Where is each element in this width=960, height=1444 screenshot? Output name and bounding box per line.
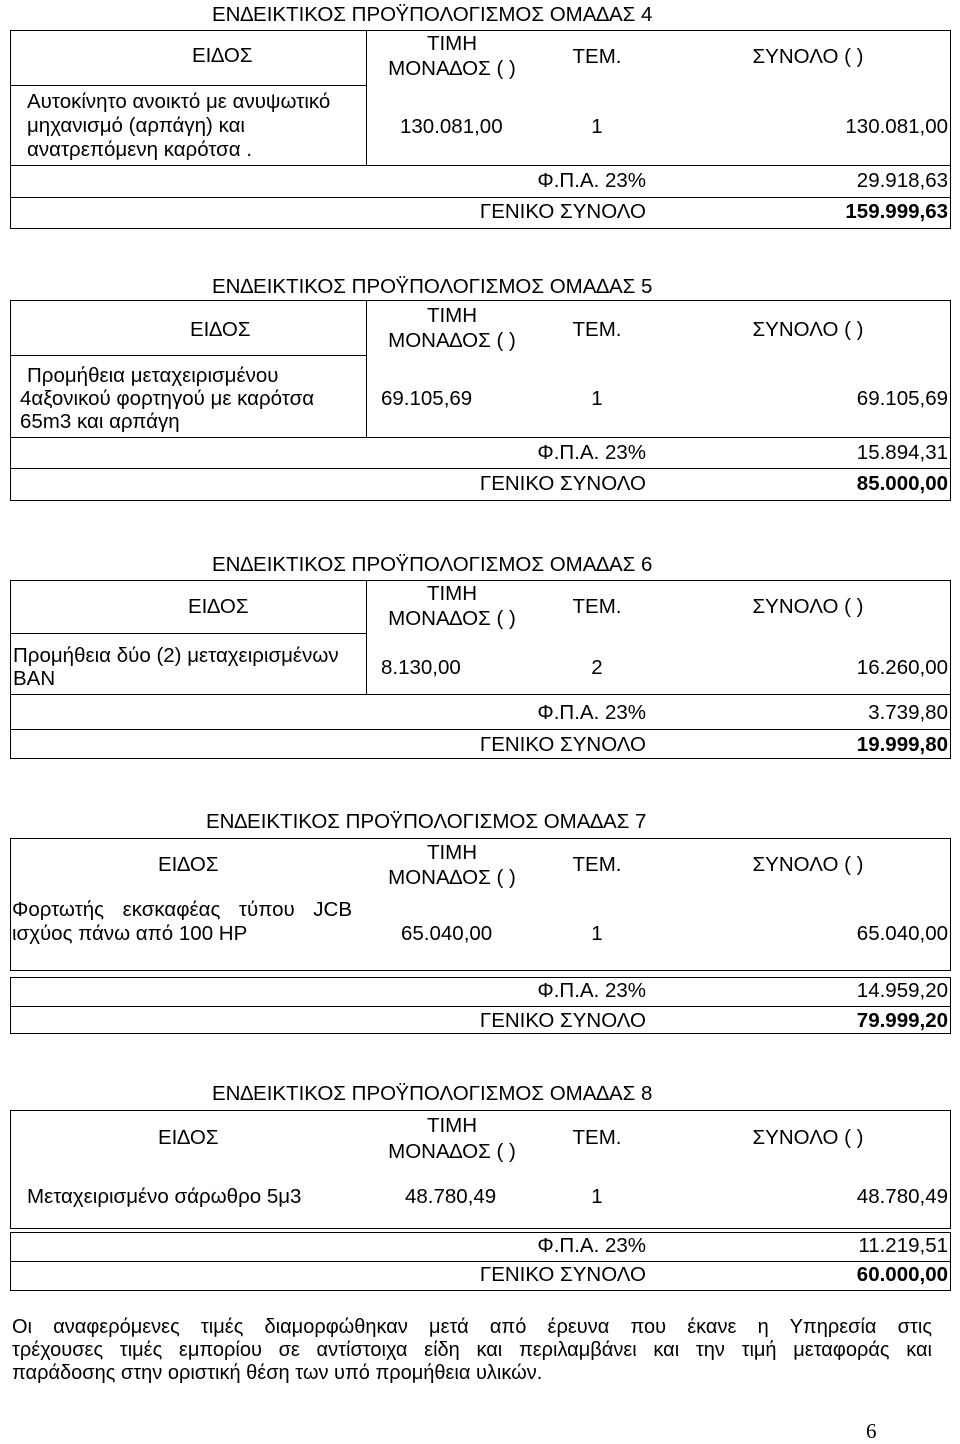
header-unit-price: ΤΙΜΗ — [426, 304, 478, 327]
item-description-line: ισχύος πάνω από 100 HP — [12, 922, 248, 945]
group-title: ΕΝ∆ΕΙΚΤΙΚΟΣ ΠΡΟΫΠΟΛΟΓΙΣΜΟΣ ΟΜΑ∆ΑΣ 5 — [212, 275, 653, 298]
item-description-line: 4αξονικού φορτηγού με καρότσα — [20, 387, 315, 410]
row-divider — [10, 468, 951, 469]
item-description-line: Μεταχειρισμένο σάρωθρο 5μ3 — [27, 1185, 302, 1208]
grand-total-value: 60.000,00 — [856, 1263, 948, 1286]
vat-value: 3.739,80 — [868, 701, 948, 724]
header-total: ΣΥΝΟΛΟ ( ) — [752, 318, 864, 341]
header-total: ΣΥΝΟΛΟ ( ) — [752, 1126, 864, 1149]
header-unit-price-currency: ΜΟΝΑ∆ΟΣ ( ) — [388, 1140, 516, 1163]
grand-total-label: ΓΕΝΙΚΟ ΣΥΝΟΛΟ — [479, 200, 646, 223]
vat-label: Φ.Π.Α. 23% — [537, 1234, 646, 1257]
footer-note-line: παράδοσης στην οριστική θέση των υπό προμήθεια υλικών. — [12, 1362, 543, 1384]
header-item: ΕΙ∆ΟΣ — [158, 1126, 219, 1149]
vat-label: Φ.Π.Α. 23% — [537, 169, 646, 192]
vat-value: 15.894,31 — [856, 441, 948, 464]
unit-price-value: 69.105,69 — [381, 387, 473, 410]
item-description-line: Προμήθεια δύο (2) μεταχειρισμένων — [13, 644, 339, 667]
header-unit-price-currency: ΜΟΝΑ∆ΟΣ ( ) — [388, 866, 516, 889]
item-description-line: ΒΑΝ — [13, 667, 56, 690]
row-divider — [10, 197, 951, 198]
grand-total-value: 19.999,80 — [856, 733, 948, 756]
footer-note-line: τρέχουσες τιμές εμπορίου σε αντίστοιχα είδη και περιλαμβάνει και την τιμή μεταφοράς και — [12, 1339, 932, 1361]
header-item: ΕΙ∆ΟΣ — [188, 595, 249, 618]
vat-label: Φ.Π.Α. 23% — [537, 441, 646, 464]
header-unit-price: ΤΙΜΗ — [426, 32, 478, 55]
grand-total-value: 159.999,63 — [845, 200, 948, 223]
grand-total-label: ΓΕΝΙΚΟ ΣΥΝΟΛΟ — [479, 1263, 646, 1286]
unit-price-value: 8.130,00 — [381, 656, 461, 679]
header-unit-price-currency: ΜΟΝΑ∆ΟΣ ( ) — [388, 57, 516, 80]
grand-total-label: ΓΕΝΙΚΟ ΣΥΝΟΛΟ — [479, 733, 646, 756]
total-value: 16.260,00 — [856, 656, 948, 679]
header-unit-price: ΤΙΜΗ — [426, 582, 478, 605]
quantity-value: 1 — [591, 1185, 603, 1208]
header-divider — [10, 633, 367, 634]
row-divider — [10, 437, 951, 438]
quantity-value: 1 — [591, 922, 603, 945]
quantity-value: 1 — [591, 387, 603, 410]
vat-label: Φ.Π.Α. 23% — [537, 701, 646, 724]
item-description-line: Φορτωτής εκσκαφέας τύπου JCB — [12, 898, 352, 921]
unit-price-value: 130.081,00 — [400, 115, 503, 138]
header-quantity: ΤΕΜ. — [572, 1126, 622, 1149]
quantity-value: 1 — [591, 115, 603, 138]
row-divider — [10, 694, 951, 695]
header-quantity: ΤΕΜ. — [572, 45, 622, 68]
row-divider — [10, 1261, 951, 1262]
header-divider — [10, 355, 367, 356]
total-value: 130.081,00 — [845, 115, 948, 138]
header-total: ΣΥΝΟΛΟ ( ) — [752, 853, 864, 876]
unit-price-value: 65.040,00 — [401, 922, 493, 945]
item-description-line: Αυτοκίνητο ανοικτό με ανυψωτικό — [27, 90, 331, 113]
header-unit-price: ΤΙΜΗ — [426, 1114, 478, 1137]
header-total: ΣΥΝΟΛΟ ( ) — [752, 595, 864, 618]
footer-note-line: Οι αναφερόμενες τιμές διαμορφώθηκαν μετά από έρευνα που έκανε η Υπηρεσία στις — [12, 1316, 932, 1338]
group-title: ΕΝ∆ΕΙΚΤΙΚΟΣ ΠΡΟΫΠΟΛΟΓΙΣΜΟΣ ΟΜΑ∆ΑΣ 4 — [212, 3, 653, 26]
item-description-line: μηχανισμό (αρπάγη) και — [27, 114, 245, 137]
vat-value: 14.959,20 — [856, 979, 948, 1002]
item-description-line: 65m3 και αρπάγη — [20, 410, 180, 433]
total-value: 65.040,00 — [856, 922, 948, 945]
header-quantity: ΤΕΜ. — [572, 595, 622, 618]
row-divider — [10, 165, 951, 166]
vat-value: 11.219,51 — [858, 1234, 948, 1257]
header-unit-price: ΤΙΜΗ — [426, 841, 478, 864]
group-title: ΕΝ∆ΕΙΚΤΙΚΟΣ ΠΡΟΫΠΟΛΟΓΙΣΜΟΣ ΟΜΑ∆ΑΣ 8 — [212, 1082, 653, 1105]
grand-total-value: 85.000,00 — [856, 472, 948, 495]
item-description-line: ανατρεπόμενη καρότσα . — [27, 138, 253, 161]
group-title: ΕΝ∆ΕΙΚΤΙΚΟΣ ΠΡΟΫΠΟΛΟΓΙΣΜΟΣ ΟΜΑ∆ΑΣ 6 — [212, 553, 653, 576]
total-value: 48.780,49 — [856, 1185, 948, 1208]
group-title: ΕΝ∆ΕΙΚΤΙΚΟΣ ΠΡΟΫΠΟΛΟΓΙΣΜΟΣ ΟΜΑ∆ΑΣ 7 — [206, 810, 647, 833]
vat-label: Φ.Π.Α. 23% — [537, 979, 646, 1002]
quantity-value: 2 — [591, 656, 603, 679]
header-total: ΣΥΝΟΛΟ ( ) — [752, 45, 864, 68]
header-quantity: ΤΕΜ. — [572, 853, 622, 876]
item-description-line: Προμήθεια μεταχειρισμένου — [27, 364, 279, 387]
header-unit-price-currency: ΜΟΝΑ∆ΟΣ ( ) — [388, 607, 516, 630]
header-item: ΕΙ∆ΟΣ — [192, 44, 253, 67]
header-unit-price-currency: ΜΟΝΑ∆ΟΣ ( ) — [388, 329, 516, 352]
row-divider — [10, 1006, 951, 1007]
grand-total-label: ΓΕΝΙΚΟ ΣΥΝΟΛΟ — [479, 472, 646, 495]
unit-price-value: 48.780,49 — [405, 1185, 497, 1208]
row-divider — [10, 729, 951, 730]
grand-total-label: ΓΕΝΙΚΟ ΣΥΝΟΛΟ — [479, 1009, 646, 1032]
total-value: 69.105,69 — [856, 387, 948, 410]
vat-value: 29.918,63 — [856, 169, 948, 192]
header-item: ΕΙ∆ΟΣ — [190, 318, 251, 341]
grand-total-value: 79.999,20 — [856, 1009, 948, 1032]
header-item: ΕΙ∆ΟΣ — [158, 853, 219, 876]
page-number: 6 — [866, 1419, 877, 1443]
header-divider — [10, 85, 367, 86]
header-quantity: ΤΕΜ. — [572, 318, 622, 341]
